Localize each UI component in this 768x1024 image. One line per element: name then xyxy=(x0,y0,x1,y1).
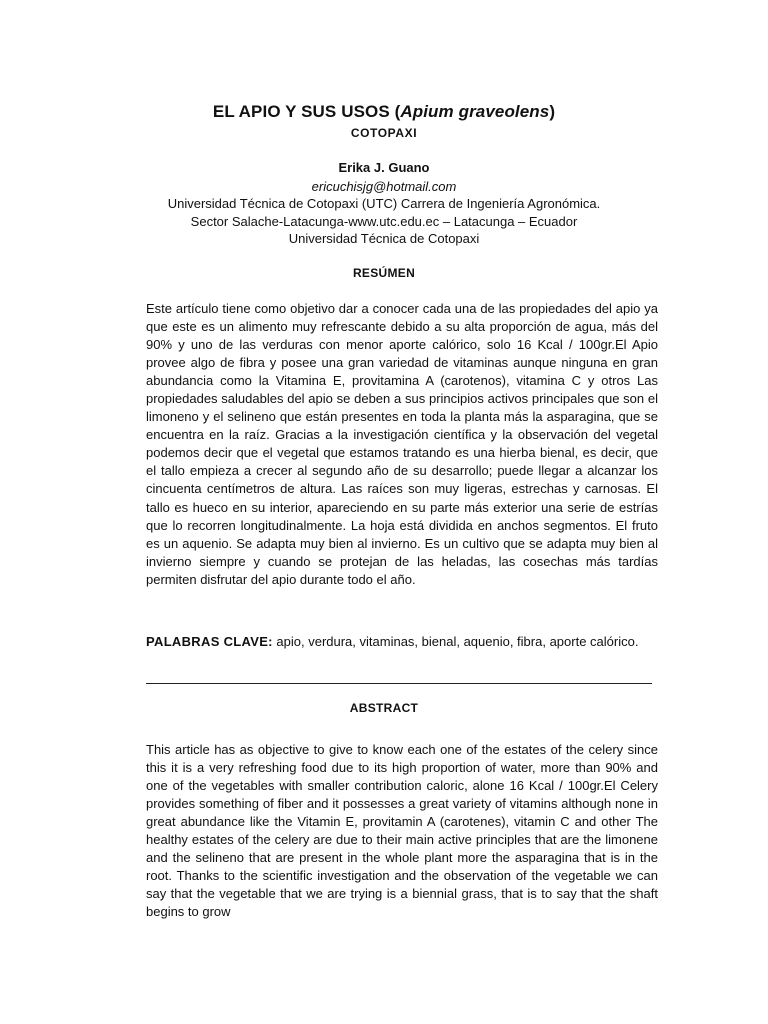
author-affiliation xyxy=(0,178,768,248)
abstract-heading: ABSTRACT xyxy=(349,701,419,715)
author-email: ericuchisjg@hotmail.com xyxy=(311,179,457,194)
section-divider xyxy=(146,683,652,684)
author-name: Erika J. Guano xyxy=(338,160,430,175)
paper-subtitle: COTOPAXI xyxy=(350,126,418,140)
title-open-paren: ( xyxy=(389,102,401,121)
title-close-paren: ) xyxy=(549,102,556,121)
resumen-body: Este artículo tiene como objetivo dar a conocer cada una de las propiedades del apio ya que este es un alimento muy refrescante debido a su alta proporción de agua, más del 90% y uno de las verduras con menor aporte calórico, solo 16 Kcal / 100gr.El Apio provee algo de fibra y posee una gran variedad de vitaminas aunque ninguna en gran abundancia como la Vitamina E, provitamina A (carotenos), vitamina C y otros Las propiedades saludables del apio se deben a sus principios activos principales que son el limoneno y el selineno que están presentes en toda la planta más la asparagina, que se encuentra en la raíz. Gracias a la investigación científica y la observación del vegetal podemos decir que el vegetal que estamos tratando es una hierba bienal, es decir, que el tallo empieza a crecer al segundo año de su desarrollo; puede llegar a alcanzar los cincuenta centímetros de altura. Las raíces son muy ligeras, estrechas y carnosas. El tallo es hueco en su interior, apareciendo en su parte más exterior una serie de estrías que lo recorren longitudinalmente. La hoja está dividida en anchos segmentos. El fruto es un aquenio. Se adapta muy bien al invierno. Es un cultivo que se adapta muy bien al invierno siempre y cuando se protejan de las heladas, las cosechas más tardías permiten disfrutar del apio durante todo el año. xyxy=(146,301,658,587)
affiliation-line: Sector Salache-Latacunga-www.utc.edu.ec – Latacunga – Ecuador xyxy=(190,213,578,229)
keywords-paragraph xyxy=(146,633,658,651)
title-main: EL APIO Y SUS USOS xyxy=(212,102,390,121)
keywords-list: apio, verdura, vitaminas, bienal, aquenio, fibra, aporte calórico. xyxy=(272,634,639,649)
abstract-body: This article has as objective to give to know each one of the estates of the celery since this it is a very refreshing food due to its high proportion of water, more than 90% and one of the vegetables with smaller contribution caloric, alone 16 Kcal / 100gr.El Celery provides something of fiber and it possesses a great variety of vitamins although none in great abundance like the Vitamin E, provitamin A (carotenes), vitamin C and other The healthy estates of the celery are due to their main active principles that are the limonene and the selineno that are present in the whole plant more the asparagina that is in the root. Thanks to the scientific investigation and the observation of the vegetable we can say that the vegetable that we are trying is a biennial grass, that is to say that the shaft begins to grow xyxy=(146,742,658,920)
resumen-heading: RESÚMEN xyxy=(352,266,416,280)
paper-title xyxy=(0,102,768,122)
title-species: Apium graveolens xyxy=(400,102,550,121)
affiliation-line: Universidad Técnica de Cotopaxi (UTC) Carrera de Ingeniería Agronómica. xyxy=(167,196,601,212)
affiliation-line: Universidad Técnica de Cotopaxi xyxy=(288,231,480,247)
keywords-label: PALABRAS CLAVE: xyxy=(146,634,273,649)
